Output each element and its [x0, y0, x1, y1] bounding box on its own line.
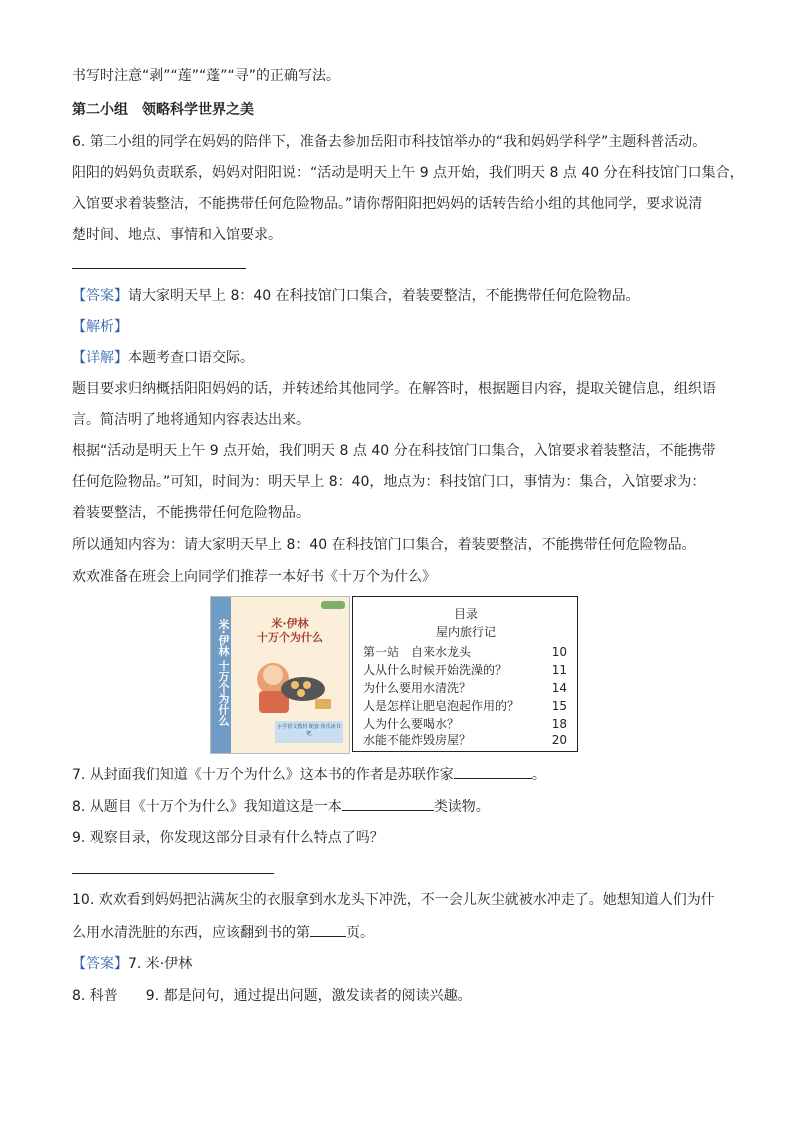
text-line: 书写时注意“剥”“莲”“蓬”“寻”的正确写法。 — [72, 68, 341, 84]
toc-row — [363, 697, 567, 715]
toc-subheading: 屋内旅行记 — [435, 625, 496, 639]
toc-row — [363, 679, 567, 697]
toc-row — [363, 661, 567, 679]
toc-row — [363, 731, 567, 749]
question-6-line: 6. 第二小组的同学在妈妈的陪伴下，准备去参加岳阳市科技馆举办的“我和妈妈学科学”主题科普活动。 — [72, 134, 707, 150]
answer-line — [72, 286, 640, 306]
question-7: 7. 从封面我们知道《十万个为什么》这本书的作者是苏联作家 。 — [72, 764, 546, 785]
question-8: 8. 从题目《十万个为什么》我知道这是一本 类读物。 — [72, 796, 490, 817]
question-6-line: 楚时间、地点、事情和入馆要求。 — [72, 227, 282, 243]
toc-title: 人是怎样让肥皂泡起作用的？ — [363, 699, 520, 713]
explanation-line: 着装要整洁，不能携带任何危险物品。 — [72, 505, 310, 521]
toc-title: 水能不能炸毁房屋？ — [363, 733, 472, 747]
detail-line — [72, 348, 254, 368]
toc-page: 10 — [551, 645, 567, 659]
toc-heading: 目录 — [453, 607, 478, 621]
book-spine — [211, 597, 231, 753]
toc-row — [363, 643, 567, 661]
toc-page: 20 — [551, 733, 567, 747]
book-cover-image — [210, 596, 350, 754]
answer-blank[interactable] — [454, 764, 532, 779]
detail-tag: 【详解】 — [72, 350, 128, 366]
toc-title: 人从什么时候开始洗澡的？ — [363, 663, 508, 677]
answer-underline — [72, 873, 274, 874]
explanation-line: 所以通知内容为：请大家明天早上 8：40 在科技馆门口集合，着装要整洁，不能携带任何危险物品。 — [72, 537, 696, 553]
explanation-line: 根据“活动是明天上午 9 点开始，我们明天 8 点 40 分在科技馆门口集合，入馆要求着装整洁，不能携带 — [72, 443, 716, 459]
book-intro-line: 欢欢准备在班会上向同学们推荐一本好书《十万个为什么》 — [72, 569, 436, 585]
table-of-contents — [352, 596, 578, 752]
answer-blank[interactable] — [342, 796, 434, 811]
answer-text: 请大家明天早上 8：40 在科技馆门口集合，着装要整洁，不能携带任何危险物品。 — [128, 288, 640, 304]
question-6-line: 阳阳的妈妈负责联系，妈妈对阳阳说：“活动是明天上午 9 点开始，我们明天 8 点 40 分在科技馆门口集合， — [72, 165, 744, 181]
answer-line — [72, 954, 192, 974]
cover-band: 小学语文教材 配套 快乐读书吧 — [275, 721, 343, 743]
question-6-line: 入馆要求着装整洁，不能携带任何危险物品。”请你帮阳阳把妈妈的话转告给小组的其他同学，要求说清 — [72, 196, 703, 212]
cover-face — [231, 597, 349, 753]
answer-tag: 【答案】 — [72, 956, 128, 972]
question-10-line: 10. 欢欢看到妈妈把沾满灰尘的衣服拿到水龙头下冲洗，不一会儿灰尘就被水冲走了。她想知道人们为什 — [72, 892, 715, 908]
cover-illustration-icon — [245, 655, 335, 715]
explanation-line: 言。简洁明了地将通知内容表达出来。 — [72, 412, 310, 428]
question-9: 9. 观察目录，你发现这部分目录有什么特点了吗？ — [72, 830, 384, 846]
spine-text: 米·伊林 十万个为什么 — [217, 619, 230, 727]
cover-title: 十万个为什么 — [257, 631, 323, 644]
answer-tag: 【答案】 — [72, 288, 128, 304]
section-heading: 第二小组 领略科学世界之美 — [72, 102, 254, 118]
toc-page: 15 — [551, 699, 567, 713]
explanation-line: 题目要求归纳概括阳阳妈妈的话，并转述给其他同学。在解答时，根据题目内容，提取关键信息，组织语 — [72, 381, 716, 397]
cover-badge — [321, 601, 345, 609]
analysis-tag: 【解析】 — [72, 319, 128, 335]
explanation-line: 任何危险物品。”可知，时间为：明天早上 8：40，地点为：科技馆门口，事情为：集合，入馆要求为： — [72, 474, 706, 490]
toc-title: 人为什么要喝水？ — [363, 717, 460, 731]
toc-page: 14 — [551, 681, 567, 695]
cover-author: 米·伊林 — [271, 617, 309, 630]
toc-title: 第一站 自来水龙头 — [363, 645, 472, 659]
toc-page: 18 — [551, 717, 567, 731]
toc-title: 为什么要用水清洗？ — [363, 681, 472, 695]
question-10-line: 么用水清洗脏的东西，应该翻到书的第 页。 — [72, 922, 374, 943]
answer-underline — [72, 268, 246, 269]
answer-blank[interactable] — [310, 922, 346, 937]
answer-line: 8. 科普 9. 都是问句，通过提出问题，激发读者的阅读兴趣。 — [72, 988, 472, 1004]
detail-text: 本题考查口语交际。 — [128, 350, 254, 366]
toc-page: 11 — [551, 663, 567, 677]
answer-text: 7. 米·伊林 — [128, 956, 193, 972]
